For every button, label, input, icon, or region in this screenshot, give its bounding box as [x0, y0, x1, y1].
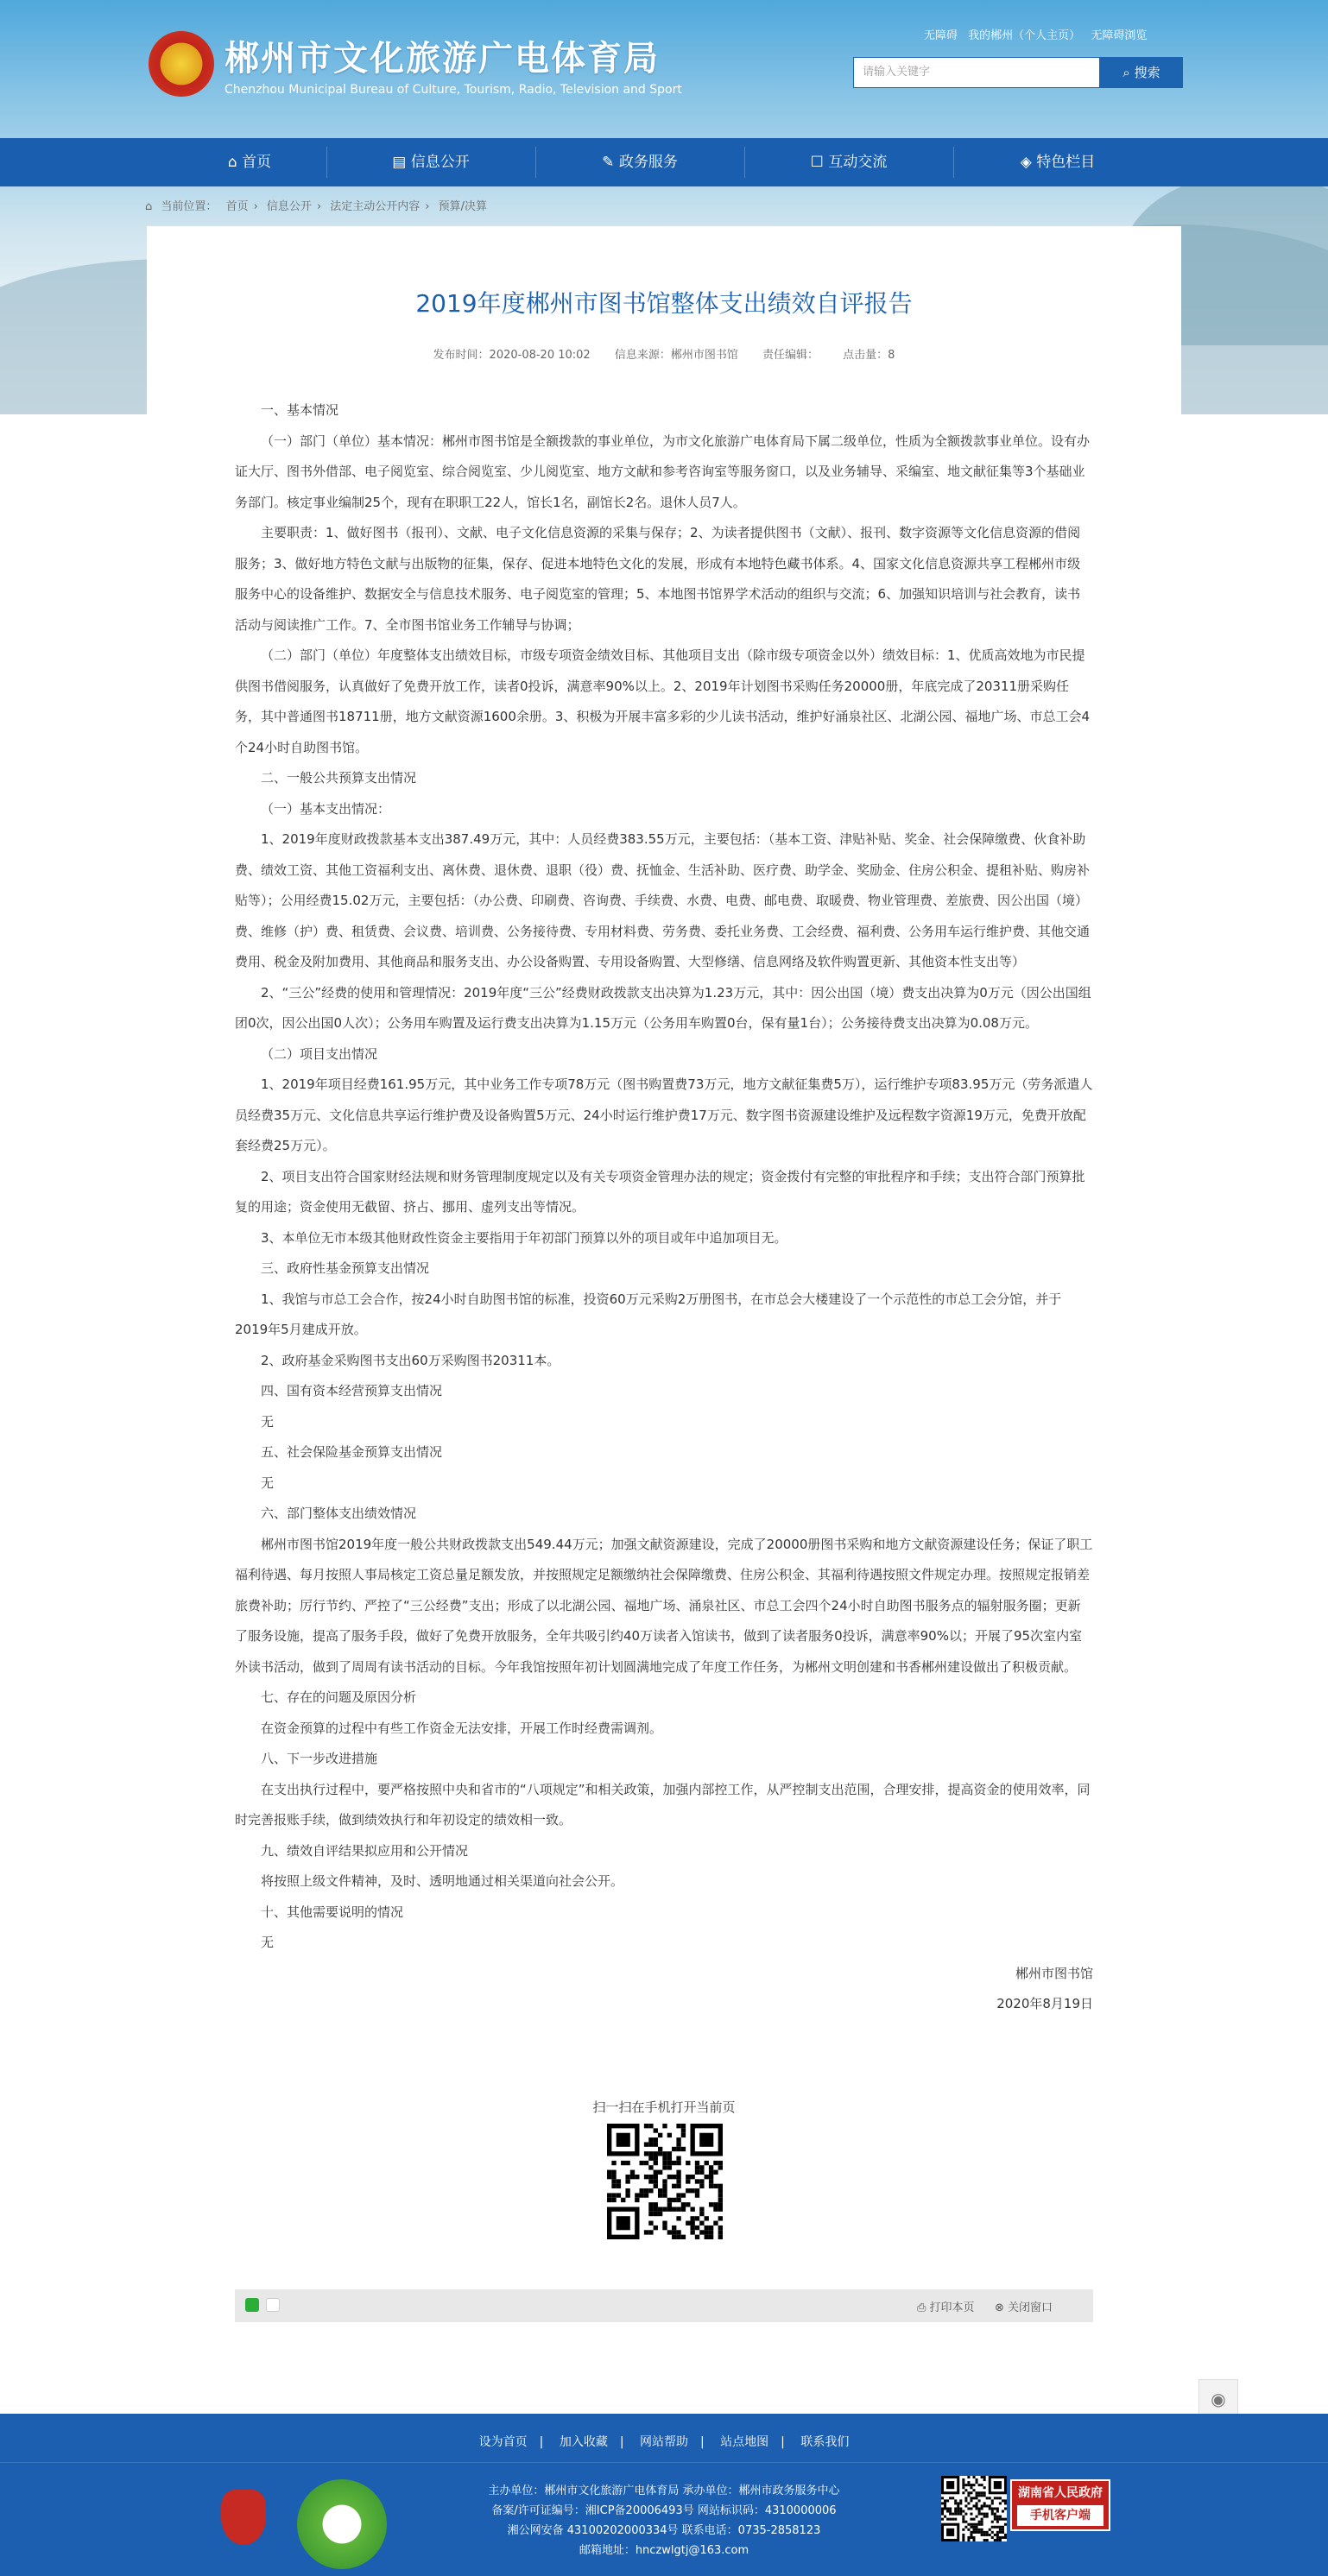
footer-icp[interactable]: 备案/许可证编号：湘ICP备20006493号 网站标识码：4310000006: [491, 2504, 837, 2517]
article-paragraph: 七、存在的问题及原因分析: [261, 1689, 417, 1705]
article-title: 2019年度郴州市图书馆整体支出绩效自评报告: [415, 289, 913, 318]
article-hits: 点击量：8: [843, 349, 895, 362]
breadcrumb: [145, 197, 492, 213]
breadcrumb-sep: ›: [425, 200, 430, 213]
accessible-browse-link[interactable]: 无障碍浏览: [1091, 29, 1148, 42]
article-paragraph: 一、基本情况: [261, 402, 339, 418]
nav-item-interaction[interactable]: [744, 138, 953, 186]
search-button[interactable]: [1100, 57, 1183, 88]
nav-label: 政务服务: [618, 154, 678, 171]
article-paragraph: 1、我馆与市总工会合作，按24小时自助图书馆的标准，投资60万元采购2万册图书，在市总会大楼建设了一个示范性的市总工会分馆，并于2019年5月建成开放。: [235, 1291, 1062, 1337]
article-paragraph: 2、“三公”经费的使用和管理情况：2019年度“三公”经费财政拨款支出决算为1.23万元，其中：因公出国（境）费支出决算为0万元（因公出国组团0次，因公出国0人次）；公务用车购置及运行费支出决算为1.15万元（公务用车购置0台，保有量1台）；公务接待费支出决算为0.08万元。: [235, 984, 1091, 1031]
article-editor: 责任编辑：: [762, 349, 819, 362]
site-name[interactable]: 郴州市文化旅游广电体育局: [224, 39, 660, 79]
edit-icon: ✎: [602, 154, 619, 171]
site-header: [0, 0, 1328, 138]
top-links: [924, 26, 1154, 42]
document-icon: ▤: [392, 154, 411, 171]
article-paragraph: 六、部门整体支出绩效情况: [261, 1506, 417, 1521]
article-paragraph: （一）基本支出情况：: [261, 800, 391, 817]
breadcrumb-disclosure[interactable]: 法定主动公开内容: [330, 200, 421, 213]
nav-label: 特色栏目: [1036, 154, 1096, 171]
article-paragraph: 无: [261, 1474, 275, 1491]
share-icons: [245, 2298, 283, 2315]
nav-item-services[interactable]: [535, 138, 744, 186]
nav-label: 首页: [242, 154, 272, 171]
breadcrumb-home[interactable]: 首页: [225, 200, 249, 213]
article-toolbar: [235, 2289, 1093, 2322]
footer-link-bookmark[interactable]: 加入收藏: [559, 2435, 608, 2449]
weibo-icon[interactable]: ◉: [1198, 2379, 1238, 2419]
article-paragraph: 郴州市图书馆2019年度一般公共财政拨款支出549.44万元；加强文献资源建设，完成了20000册图书采购和地方文献资源建设任务；保证了职工福利待遇、每月按照人事局核定工资总量足额发放，并按照规定足额缴纳社会保障缴费、住房公积金、其福利待遇按照文件规定办理。按照规定报销差旅费补助；厉行节约、严控了“三公经费”支出；形成了以北湖公园、福地广场、涌泉社区、市总工会四个24小时自助图书服务点的辐射服务圈；更新了服务设施，提高了服务手段，做好了免费开放服务，全年共吸引约40万读者入馆读书，做到了读者服务0投诉，满意率90%以；开展了95次室内室外读书活动，做到了周周有读书活动的目标。今年我馆按照年初计划圆满地完成了年度工作任务，为郴州文明创建和书香郴州建设做出了积极贡献。: [235, 1536, 1093, 1675]
printer-icon: ⎙: [917, 2301, 930, 2314]
page-qr-code: [607, 2124, 723, 2239]
personal-homepage-link[interactable]: 我的郴州（个人主页）: [968, 29, 1081, 42]
article-paragraph: 1、2019年项目经费161.95万元，其中业务工作专项78万元（图书购置费73万元，地方文献征集费5万），运行维护专项83.95万元（劳务派遣人员经费35万元、文化信息共享运行维护费及设备购置5万元、24小时运行维护费17万元、数字图书资源建设维护及远程数字资源19万元，免费开放配套经费25万元）。: [235, 1076, 1093, 1153]
article-paragraph: （二）项目支出情况: [261, 1045, 378, 1062]
site-footer: [0, 2414, 1328, 2576]
close-icon: ⊗: [995, 2301, 1009, 2314]
location-icon: ⌂: [145, 200, 153, 213]
wechat-share-icon[interactable]: [245, 2298, 259, 2312]
breadcrumb-sep: ›: [253, 200, 258, 213]
search-icon: ⌕: [1122, 65, 1135, 80]
print-label: 打印本页: [929, 2301, 975, 2314]
article-paragraph: 将按照上级文件精神，及时、透明地通过相关渠道向社会公开。: [261, 1873, 624, 1889]
article-paragraph: 八、下一步改进措施: [261, 1751, 378, 1766]
footer-police[interactable]: 湘公网安备 43100202000334号 联系电话：0735-2858123: [507, 2524, 821, 2537]
article-paragraph: 无: [261, 1413, 275, 1430]
footer-links: 设为首页 | 加入收藏 | 网站帮助 | 站点地图 | 联系我们: [478, 2435, 850, 2449]
article-paragraph: 无: [261, 1935, 275, 1950]
site-name-en: Chenzhou Municipal Bureau of Culture, Tourism, Radio, Television and Sport: [224, 83, 682, 97]
breadcrumb-prefix: 当前位置：: [161, 200, 218, 213]
breadcrumb-budget[interactable]: 预算/决算: [438, 200, 488, 213]
nav-item-info[interactable]: [326, 138, 535, 186]
article-paragraph: 3、本单位无市本级其他财政性资金主要指用于年初部门预算以外的项目或年中追加项目无。: [261, 1229, 787, 1246]
nav-label: 信息公开: [410, 154, 470, 171]
breadcrumb-info[interactable]: 信息公开: [266, 200, 312, 213]
footer-divider: [0, 2462, 1328, 2463]
article-date: 2020年8月19日: [996, 1996, 1093, 2011]
article-paragraph: 四、国有资本经营预算支出情况: [261, 1383, 443, 1398]
article-paragraph: （二）部门（单位）年度整体支出绩效目标，市级专项资金绩效目标、其他项目支出（除市级专项资金以外）绩效目标：1、优质高效地为市民提供图书借阅服务，认真做好了免费开放工作，读者0投诉，满意率90%以上。2、2019年计划图书采购任务20000册，年底完成了20311册采购任务，其中普通图书18711册，地方文献资源1600余册。3、积极为开展丰富多彩的少儿读书活动，维护好涌泉社区、北湖公园、福地广场、市总工会4个24小时自助图书馆。: [235, 647, 1090, 755]
footer-qr-code: [941, 2476, 1007, 2541]
gov-app-line1: 湖南省人民政府: [1018, 2486, 1103, 2500]
weibo-share-icon[interactable]: [266, 2298, 280, 2312]
accessibility-icon[interactable]: 无障碍: [924, 29, 958, 42]
article-paragraph: 二、一般公共预算支出情况: [261, 770, 417, 786]
article-paragraph: 主要职责：1、做好图书（报刊）、文献、电子文化信息资源的采集与保存；2、为读者提供图书（文献）、报刊、数字资源等文化信息资源的借阅服务；3、做好地方特色文献与出版物的征集，保存、促进本地特色文化的发展，形成有本地特色藏书体系。4、国家文化信息资源共享工程郴州市级服务中心的设备维护、数据安全与信息技术服务、电子阅览室的管理；5、本地图书馆界学术活动的组织与交流；6、加强知识培训与社会教育，读书活动与阅读推广工作。7、全市图书馆业务工作辅导与协调；: [235, 525, 1081, 633]
home-icon: ⌂: [227, 154, 243, 171]
article-meta: [147, 345, 1181, 362]
national-emblem-icon[interactable]: [149, 31, 214, 97]
main-nav: [0, 138, 1328, 186]
publish-time: 发布时间：2020-08-20 10:02: [433, 349, 591, 362]
gov-app-line2: 手机客户端: [1017, 2505, 1104, 2526]
footer-link-sitemap[interactable]: 站点地图: [720, 2435, 769, 2449]
article-paragraph: 在支出执行过程中，要严格按照中央和省市的“八项规定”和相关政策，加强内部控工作，从严控制支出范围，合理安排，提高资金的使用效率，同时完善报账手续，做到绩效执行和年初设定的绩效相一致。: [235, 1781, 1091, 1828]
nav-label: 互动交流: [828, 154, 888, 171]
article-paragraph: 2、政府基金采购图书支出60万采购图书20311本。: [261, 1352, 560, 1368]
article-paragraph: 1、2019年度财政拨款基本支出387.49万元，其中：人员经费383.55万元，主要包括：（基本工资、津贴补贴、奖金、社会保障缴费、伙食补助费、绩效工资、其他工资福利支出、离休费、退休费、退职（役）费、抚恤金、生活补助、医疗费、助学金、奖励金、住房公积金、提租补贴、购房补贴等）；公用经费15.02万元，主要包括：（办公费、印刷费、咨询费、手续费、水费、电费、邮电费、取暖费、物业管理费、差旅费、因公出国（境）费、维修（护）费、租赁费、会议费、培训费、公务接待费、专用材料费、劳务费、委托业务费、工会经费、福利费、公务用车运行维护费、其他交通费用、税金及附加费用、其他商品和服务支出、办公设备购置、专用设备购置、大型修缮、信息网络及软件购置更新、其他资本性支出等）: [235, 831, 1091, 969]
chat-icon: ☐: [810, 154, 829, 171]
article-signature: 郴州市图书馆: [1015, 1965, 1093, 1981]
article-paragraph: 五、社会保险基金预算支出情况: [261, 1444, 443, 1460]
article-card: [147, 226, 1181, 2337]
nav-item-special[interactable]: [953, 138, 1162, 186]
scan-hint: 扫一扫在手机打开当前页: [592, 2099, 736, 2115]
close-label: 关闭窗口: [1008, 2301, 1053, 2314]
article-body: [235, 395, 1093, 2020]
footer-link-set-home[interactable]: 设为首页: [478, 2435, 528, 2449]
article-paragraph: 九、绩效自评结果拟应用和公开情况: [261, 1842, 469, 1859]
breadcrumb-sep: ›: [316, 200, 322, 213]
article-paragraph: （一）部门（单位）基本情况：郴州市图书馆是全额拨款的事业单位，为市文化旅游广电体育局下属二级单位，性质为全额拨款事业单位。设有办证大厅、图书外借部、电子阅览室、综合阅览室、少儿阅览室、地方文献和参考咨询室等服务窗口，以及业务辅导、采编室、地文献征集等3个基础业务部门。核定事业编制25个，现有在职职工22人，馆长1名，副馆长2名。退休人员7人。: [235, 432, 1091, 510]
article-source: 信息来源：郴州市图书馆: [614, 349, 738, 362]
nav-item-home[interactable]: [145, 138, 354, 186]
article-paragraph: 三、政府性基金预算支出情况: [261, 1260, 430, 1276]
footer-info: [0, 2481, 1328, 2560]
search-button-label: 搜索: [1134, 65, 1160, 80]
article-paragraph: 在资金预算的过程中有些工作资金无法安排，开展工作时经费需调剂。: [261, 1720, 663, 1736]
footer-email: 邮箱地址：hnczwlgtj@163.com: [579, 2544, 749, 2557]
search-input[interactable]: 请输入关键字: [853, 57, 1100, 88]
close-window-button[interactable]: [995, 2298, 1053, 2314]
hunan-gov-app-link[interactable]: [1010, 2479, 1110, 2531]
layers-icon: ◈: [1020, 154, 1037, 171]
footer-host: 主办单位：郴州市文化旅游广电体育局 承办单位：郴州市政务服务中心: [488, 2484, 840, 2497]
article-paragraph: 2、项目支出符合国家财经法规和财务管理制度规定以及有关专项资金管理办法的规定；资金拨付有完整的审批程序和手续；支出符合部门预算批复的用途；资金使用无截留、挤占、挪用、虚列支出等情况。: [235, 1168, 1085, 1215]
footer-link-help[interactable]: 网站帮助: [640, 2435, 688, 2449]
print-button[interactable]: [917, 2298, 975, 2314]
footer-link-contact[interactable]: 联系我们: [800, 2435, 850, 2449]
article-paragraph: 十、其他需要说明的情况: [261, 1904, 404, 1920]
